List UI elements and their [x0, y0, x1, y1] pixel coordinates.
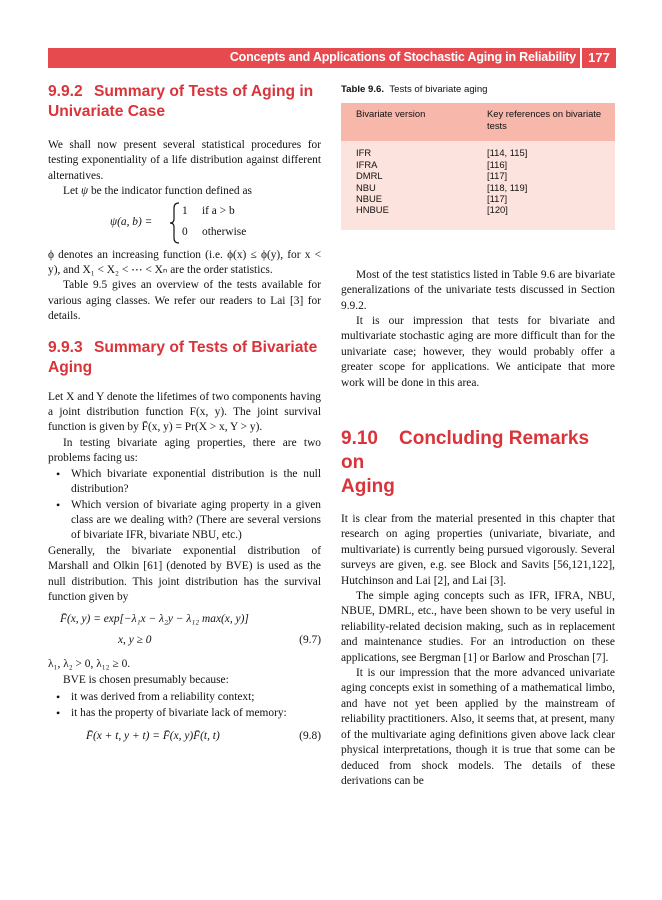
table-row: IFR [114, 115]: [356, 147, 528, 159]
section-heading-9-10: 9.10 Concluding Remarks on Aging: [341, 428, 590, 497]
table-row: IFRA [116]: [356, 158, 508, 170]
section-heading-9-9-3: 9.9.3 Summary of Tests of Bivariate Aging: [48, 338, 318, 376]
paragraph: Most of the test statistics listed in Table 9.6 are bivariate generalizations of the univariate tests discussed in Section 9.9.2.: [341, 268, 615, 312]
paragraph: ϕ denotes an increasing function (i.e. ϕ(x) ≤ ϕ(y), for x < y), and X₁ < X₂ < ⋯ < Xₙ are the order statistics.: [48, 248, 321, 277]
running-title: Concepts and Applications of Stochastic Aging in Reliability: [229, 50, 576, 64]
left-column: [48, 82, 321, 745]
page-number: 177: [580, 48, 616, 68]
right-column: [341, 82, 615, 789]
list-item: • Which bivariate exponential distribution is the null distribution?: [71, 467, 321, 498]
equation-9-8: F̄(x + t, y + t) = F̄(x, y)F̄(t, t) (9.8): [48, 729, 321, 745]
bullet-list: [48, 690, 321, 721]
table-header: [341, 103, 615, 141]
paragraph: Let X and Y denote the lifetimes of two components having a joint distribution function F(x, y). The joint survival function is given by F̄(x, y) = Pr(X > x, Y > y).: [48, 390, 321, 434]
equation-9-7: F̄(x, y) = exp[−λ₁x − λ₂y − λ₁₂ max(x, y)]: [60, 613, 249, 626]
equation-number: (9.8): [299, 729, 321, 742]
table-9-6: [341, 103, 615, 229]
table-row: HNBUE [120]: [356, 204, 508, 216]
list-item: • it was derived from a reliability context;: [71, 690, 321, 705]
paragraph: Generally, the bivariate exponential distribution of Marshall and Olkin [61] (denoted by BVE) is used as the null distribution. This joint distribution has the survival function given by: [48, 544, 321, 603]
equation-psi: ψ(a, b) = 1 if a > b 0 otherwise: [48, 202, 321, 244]
table-row: DMRL [117]: [356, 170, 508, 182]
paragraph: It is clear from the material presented in this chapter that research on aging properties (univariate, bivariate, and multivariate) is currently being pursued vigorously. Several surveys are given, e.g. see Block and Savits [56,121,122], Hutchinson and Lai [2], and Lai [3].: [341, 513, 615, 587]
paragraph: BVE is chosen presumably because:: [63, 673, 229, 686]
equation-9-7-line2: x, y ≥ 0 (9.7): [48, 633, 321, 649]
column-header: Bivariate version: [356, 108, 426, 120]
paragraph: It is our impression that the more advanced univariate aging concepts exist in something of a mathematical limbo, and have not yet been applied by the mainstream of reliability practitioners. Also, it seems that, at present, many of the multivariate aging definitions given above lack clear physical interpretations, though it is true that some can be deduced from shock models. The details of these derivations can be: [341, 667, 615, 787]
running-header: [48, 48, 616, 68]
bullet-list: [48, 467, 321, 544]
column-header: Key references on bivariate tests: [487, 108, 602, 131]
paragraph: We shall now present several statistical procedures for testing exponentiality of a life distribution against different alternatives.: [48, 139, 321, 182]
paragraph: It is our impression that tests for bivariate and multivariate stochastic aging are more difficult than for the univariate case; however, they would probably offer a greater scope for applications. We anticipate that more work will be done in this area.: [341, 314, 615, 389]
table-row: NBU [118, 119]: [356, 181, 528, 193]
paragraph: In testing bivariate aging properties, there are two problems facing us:: [48, 436, 321, 465]
table-row: NBUE [117]: [356, 192, 508, 204]
table-caption: Table 9.6. Tests of bivariate aging: [341, 84, 488, 95]
list-item: • it has the property of bivariate lack of memory:: [71, 706, 321, 721]
section-heading-9-9-2: 9.9.2 Summary of Tests of Aging in Univariate Case: [48, 83, 314, 120]
brace-icon: [170, 202, 180, 244]
paragraph: Let ψ be the indicator function defined as: [63, 185, 252, 198]
paragraph: λ₁, λ₂ > 0, λ₁₂ ≥ 0.: [48, 658, 131, 671]
equation-number: (9.7): [299, 634, 321, 647]
paragraph: Table 9.5 gives an overview of the tests available for various aging classes. We refer our readers to Lai [3] for details.: [48, 279, 321, 323]
list-item: • Which version of bivariate aging property in a given class are we dealing with? (There are several versions of bivariate IFR, bivariate NBU, etc.): [71, 498, 321, 544]
paragraph: The simple aging concepts such as IFR, IFRA, NBU, NBUE, DMRL, etc., have been shown to be very useful in reliability-related decision making, such as in replacement and maintenance studies. For an introduction on these applications, see Bergman [1] or Barlow and Proschan [7].: [341, 590, 615, 664]
